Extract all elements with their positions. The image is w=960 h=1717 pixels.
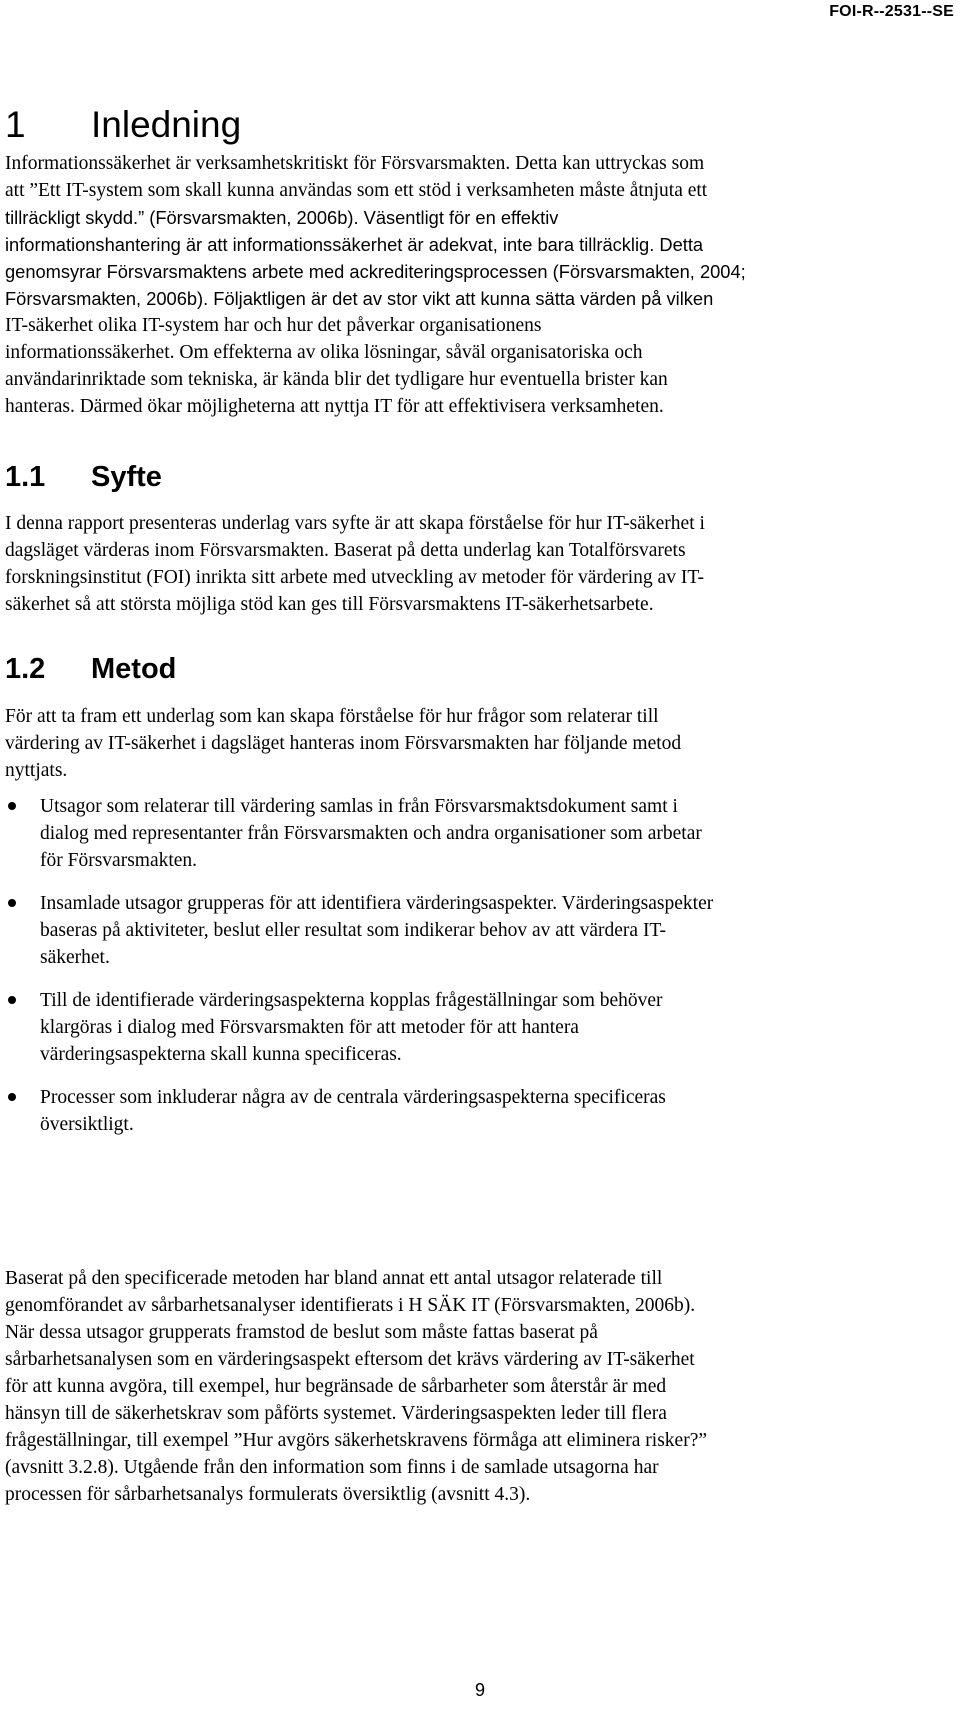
text-line: (avsnitt 3.2.8). Utgående från den information som finns i de samlade utsagorna har — [5, 1457, 659, 1478]
list-item — [0, 1084, 900, 1138]
text-line: sårbarhetsanalysen som en värderingsaspekt eftersom det krävs värdering av IT-säkerhet — [5, 1349, 695, 1370]
text-line: Till de identifierade värderingsaspekterna kopplas frågeställningar som behöver — [40, 990, 663, 1011]
text-line: informationssäkerhet. Om effekterna av olika lösningar, såväl organisatoriska och — [5, 342, 643, 363]
text-line: hänsyn till de säkerhetskrav som påförts systemet. Värderingsaspekten leder till flera — [5, 1403, 667, 1424]
text-line: Utsagor som relaterar till värdering samlas in från Försvarsmaktsdokument samt i — [40, 796, 678, 817]
section-number: 1.1 — [5, 461, 46, 493]
section-heading-metod — [5, 651, 176, 687]
text-line: frågeställningar, till exempel ”Hur avgörs säkerhetskravens förmåga att eliminera risker?” — [5, 1430, 708, 1451]
text-line: Informationssäkerhet är verksamhetskritiskt för Försvarsmakten. Detta kan uttryckas som — [5, 153, 705, 174]
text-line: dialog med representanter från Försvarsmakten och andra organisationer som arbetar — [40, 823, 702, 844]
text-line: Baserat på den specificerade metoden har bland annat ett antal utsagor relaterade till — [5, 1268, 663, 1289]
text-line: Insamlade utsagor grupperas för att identifiera värderingsaspekter. Värderingsaspekter — [40, 893, 714, 914]
chapter-heading — [5, 103, 241, 147]
closing-paragraph — [5, 1265, 855, 1508]
text-line: För att ta fram ett underlag som kan skapa förståelse för hur frågor som relaterar till — [5, 706, 659, 727]
metod-paragraph — [5, 703, 855, 784]
text-line: IT-säkerhet olika IT-system har och hur det påverkar organisationens — [5, 315, 542, 336]
text-line: tillräckligt skydd.” (Försvarsmakten, 2006b). Väsentligt för en effektiv — [5, 207, 559, 228]
text-line: att ”Ett IT-system som skall kunna användas som ett stöd i verksamheten måste åtnjuta ett — [5, 180, 708, 201]
chapter-title: Inledning — [91, 104, 242, 145]
method-bullet-list — [0, 793, 900, 1154]
text-line: värderingsaspekterna skall kunna specificeras. — [40, 1044, 402, 1065]
section-heading-syfte — [5, 459, 162, 495]
syfte-paragraph — [5, 510, 855, 618]
chapter-number: 1 — [5, 104, 26, 145]
text-line: genomförandet av sårbarhetsanalyser identifierats i H SÄK IT (Försvarsmakten, 2006b). — [5, 1295, 696, 1316]
document-reference: FOI-R--2531--SE — [829, 3, 954, 20]
section-number: 1.2 — [5, 653, 46, 685]
text-line: informationshantering är att informationssäkerhet är adekvat, inte bara tillräcklig. Detta — [5, 234, 704, 255]
bullet-icon — [8, 996, 16, 1004]
text-line: Försvarsmakten, 2006b). Följaktligen är det av stor vikt att kunna sätta värden på vilken — [5, 288, 714, 309]
text-line: forskningsinstitut (FOI) inrikta sitt arbete med utveckling av metoder för värdering av IT- — [5, 567, 704, 588]
text-line: nyttjats. — [5, 760, 68, 781]
list-item — [0, 890, 900, 971]
text-line: säkerhet. — [40, 947, 110, 968]
text-line: översiktligt. — [40, 1114, 134, 1135]
text-line: klargöras i dialog med Försvarsmakten för att metoder för att hantera — [40, 1017, 579, 1038]
text-line: säkerhet så att största möjliga stöd kan ges till Försvarsmaktens IT-säkerhetsarbete. — [5, 594, 654, 615]
list-item — [0, 793, 900, 874]
text-line: När dessa utsagor grupperats framstod de beslut som måste fattas baserat på — [5, 1322, 598, 1343]
page-number: 9 — [474, 1680, 485, 1700]
text-line: dagsläget värderas inom Försvarsmakten. Baserat på detta underlag kan Totalförsvarets — [5, 540, 686, 561]
bullet-icon — [8, 1093, 16, 1101]
text-line: baseras på aktiviteter, beslut eller resultat som indikerar behov av att värdera IT- — [40, 920, 667, 941]
list-item — [0, 987, 900, 1068]
text-line: för Försvarsmakten. — [40, 850, 198, 871]
text-line: I denna rapport presenteras underlag vars syfte är att skapa förståelse för hur IT-säkerhet i — [5, 513, 705, 534]
text-line: värdering av IT-säkerhet i dagsläget hanteras inom Försvarsmakten har följande metod — [5, 733, 682, 754]
section-title: Metod — [91, 653, 177, 685]
text-line: genomsyrar Försvarsmaktens arbete med ackrediteringsprocessen (Försvarsmakten, 2004; — [5, 261, 746, 282]
text-line: Processer som inkluderar några av de centrala värderingsaspekterna specificeras — [40, 1087, 666, 1108]
intro-paragraph — [5, 150, 855, 420]
text-line: användarinriktade som tekniska, är kända blir det tydligare hur eventuella brister kan — [5, 369, 668, 390]
text-line: för att kunna avgöra, till exempel, hur begränsade de sårbarheter som återstår är med — [5, 1376, 667, 1397]
bullet-icon — [8, 802, 16, 810]
section-title: Syfte — [91, 461, 162, 493]
text-line: hanteras. Därmed ökar möjligheterna att nyttja IT för att effektivisera verksamheten. — [5, 396, 664, 417]
text-line: processen för sårbarhetsanalys formulerats översiktlig (avsnitt 4.3). — [5, 1484, 531, 1505]
bullet-icon — [8, 899, 16, 907]
